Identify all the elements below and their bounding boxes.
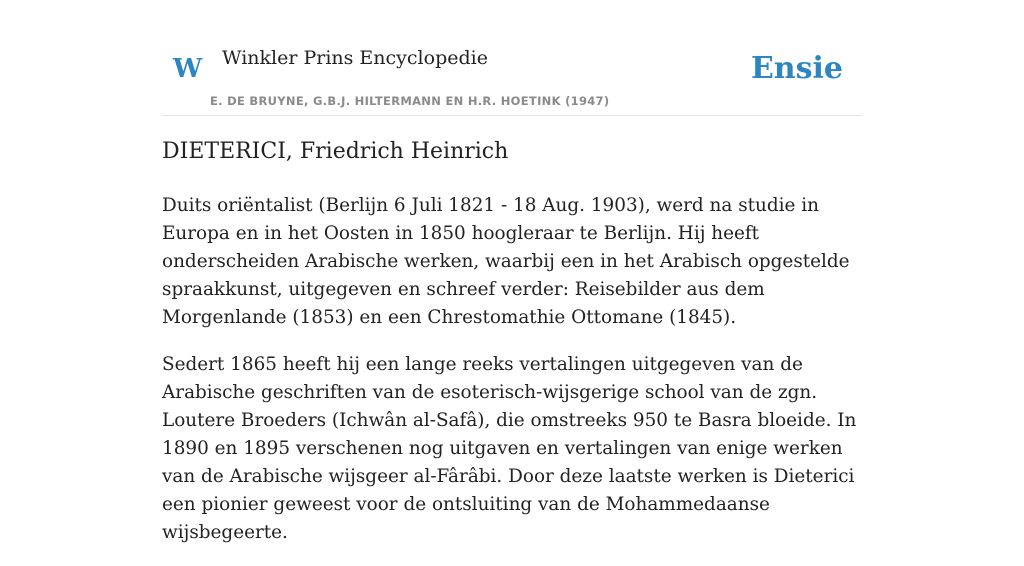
winkler-prins-logo-icon[interactable]: W <box>173 54 203 84</box>
encyclopedia-title[interactable]: Winkler Prins Encyclopedie <box>222 47 488 69</box>
article-title: DIETERICI, Friedrich Heinrich <box>162 139 509 164</box>
article-paragraph: Duits oriëntalist (Berlijn 6 Juli 1821 - 18 Aug. 1903), werd na studie in Europa en in het Oosten in 1850 hoogleraar te Berlijn. Hij heeft onderscheiden Arabische werken, waarbij een in het Arabisch opgestelde spraakkunst, uitgegeven en schreef verder: Reisebilder aus dem Morgenlande (1853) en een Chrestomathie Ottomane (1845). <box>162 195 850 328</box>
article-paragraph: Sedert 1865 heeft hij een lange reeks vertalingen uitgegeven van de Arabische geschriften van de esoterisch-wijsgerige school van de zgn. Loutere Broeders (Ichwân al-Safâ), die omstreeks 950 te Basra bloeide. In 1890 en 1895 verschenen nog uitgaven en vertalingen van enige werken van de Arabische wijsgeer al-Fârâbi. Door deze laatste werken is Dieterici een pionier geweest voor de ontsluiting van de Mohammedaanse wijsbegeerte. <box>162 354 857 543</box>
encyclopedia-authors: E. DE BRUYNE, G.B.J. HILTERMANN EN H.R. HOETINK (1947) <box>210 94 610 108</box>
article-body <box>162 192 864 566</box>
ensie-brand-logo[interactable]: Ensie <box>750 51 843 86</box>
site-header <box>162 40 862 116</box>
